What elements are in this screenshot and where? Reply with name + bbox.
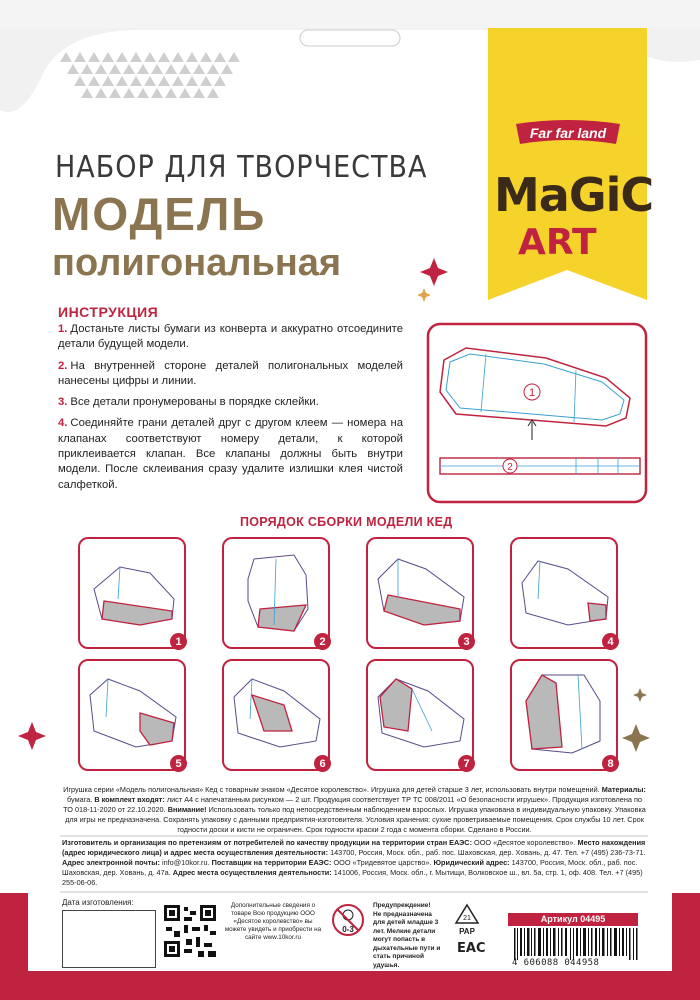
step-number-badge: 3 — [458, 633, 475, 650]
instruction-step: 1. Достаньте листы бумаги из конверта и аккуратно отсоедините детали будущей модели. — [58, 323, 403, 351]
article-number: Артикул 04495 — [508, 913, 638, 926]
art-logo: ART — [518, 222, 597, 263]
page-title-kit: НАБОР ДЛЯ ТВОРЧЕСТВА — [55, 150, 428, 185]
production-date-label: Дата изготовления: — [62, 898, 134, 907]
instruction-heading: ИНСТРУКЦИЯ — [58, 304, 159, 320]
barcode — [512, 928, 640, 960]
shoe-step-icon — [512, 539, 616, 647]
assembly-step-card — [510, 659, 618, 771]
assembly-step-card — [222, 659, 330, 771]
age-label: 0-3 — [342, 925, 354, 934]
shoe-step-icon — [512, 661, 616, 769]
recycle-label: PAP — [459, 927, 475, 936]
barcode-number: 4 606088 044958 — [512, 958, 600, 968]
parts-diagram — [426, 322, 648, 504]
page-title-polygonal: полигональная — [52, 242, 342, 284]
step-number-badge: 2 — [314, 633, 331, 650]
farfarland-logo — [512, 118, 624, 148]
shoe-step-icon — [368, 661, 472, 769]
shoe-step-icon — [224, 661, 328, 769]
assembly-step-card — [78, 537, 186, 649]
assembly-step-card — [510, 537, 618, 649]
shoe-step-icon — [224, 539, 328, 647]
step-number-badge: 1 — [170, 633, 187, 650]
step-number-badge: 6 — [314, 755, 331, 772]
instruction-steps — [58, 322, 403, 499]
manufacturer-info: Изготовитель и организация по претензиям от потребителей по качеству продукции на территории стран ЕАЭС: ООО «Десятое королевство». Место нахождения (адрес юридического лица) и адрес места осуществления деятельности: 143700, Россия, Моск. обл., раб. пос. Шаховская, дер. Ховань, д. 47. Тел. +7 (495) 236-73-71. Адрес электронной почты: info@10kor.ru. Поставщик на территории ЕАЭС: ООО «Тридевятое царство». Юридический адрес: 143700, Россия, Моск. обл., раб. пос. Шаховская, дер. Ховань, д. 47а. Адрес места осуществления деятельности: 141006, Россия, Моск. обл., г. Мытищи, Волковское ш., вл. 5а, стр. 1, оф. 408. Тел. +7 (495) 255-06-06. — [62, 838, 646, 887]
recycle-icon — [454, 903, 480, 937]
product-info: Игрушка серии «Модель полигональная» Кед с товарным знаком «Десятое королевство». Игрушка для детей старше 3 лет, использовать внутри помещений. Материалы: бумага. В комплект входят: лист А4 с напечатанным рисунком — 2 шт. Продукция соответствует ТР ТС 008/2011 «О безопасности игрушек». Продукция изготовлена по ТО 018-11-2020 от 22.10.2020. Внимание! Использовать только под непосредственным наблюдением взрослых. Игрушка упакована в индивидуальную упаковку. Упаковка для игры не предназначена. Сохранять упаковку с данными предприятия-изготовителя. Условия хранения: сухие проветриваемые помещения. Срок службы 10 лет. Срок годности доски и кисти не ограничен. Срок годности краски 2 года с момента сборки. Сделано в России. — [63, 785, 646, 834]
shoe-step-icon — [80, 661, 184, 769]
choking-warning: Предупреждение! Не предназначена для детей младше 3 лет. Мелкие детали могут попасть в дыхательные пути и стать причиной удушья. — [373, 902, 441, 969]
instruction-step: 3. Все детали пронумерованы в порядке склейки. — [58, 396, 319, 409]
assembly-step-card — [222, 537, 330, 649]
assembly-step-card — [366, 537, 474, 649]
recycle-number: 21 — [463, 915, 471, 922]
farfarland-text: Far far land — [529, 125, 607, 141]
eac-mark: EAC — [457, 941, 486, 956]
production-date-box — [62, 910, 156, 968]
instruction-step: 2. На внутренней стороне деталей полигональных моделей нанесены цифры и линии. — [58, 359, 403, 387]
assembly-step-card — [78, 659, 186, 771]
age-warning-icon — [331, 903, 365, 937]
qr-info-text: Дополнительные сведения о товаре Всю продукцию ООО «Десятое королевство» вы можете увидеть и приобрести на сайте www.10kor.ru — [224, 902, 322, 941]
instruction-step: 4. Соединяйте грани деталей друг с другом клеем — номера на клапанах соответствуют номеру детали, к которой приклеивается клапан. Все клапаны должны быть внутри модели. После склеивания сразу удалите излишки клея чистой салфеткой. — [58, 417, 403, 491]
assembly-heading: ПОРЯДОК СБОРКИ МОДЕЛИ КЕД — [240, 515, 453, 529]
part-1-label: 1 — [528, 387, 536, 399]
step-number-badge: 8 — [602, 755, 619, 772]
shoe-step-icon — [80, 539, 184, 647]
step-number-badge: 5 — [170, 755, 187, 772]
magic-logo: MaGiC — [494, 168, 654, 222]
step-number-badge: 7 — [458, 755, 475, 772]
step-number-badge: 4 — [602, 633, 619, 650]
qr-code-icon[interactable] — [162, 903, 218, 959]
page-title-model: МОДЕЛЬ — [52, 188, 267, 240]
assembly-step-card — [366, 659, 474, 771]
part-2-label: 2 — [507, 462, 513, 473]
shoe-step-icon — [368, 539, 472, 647]
